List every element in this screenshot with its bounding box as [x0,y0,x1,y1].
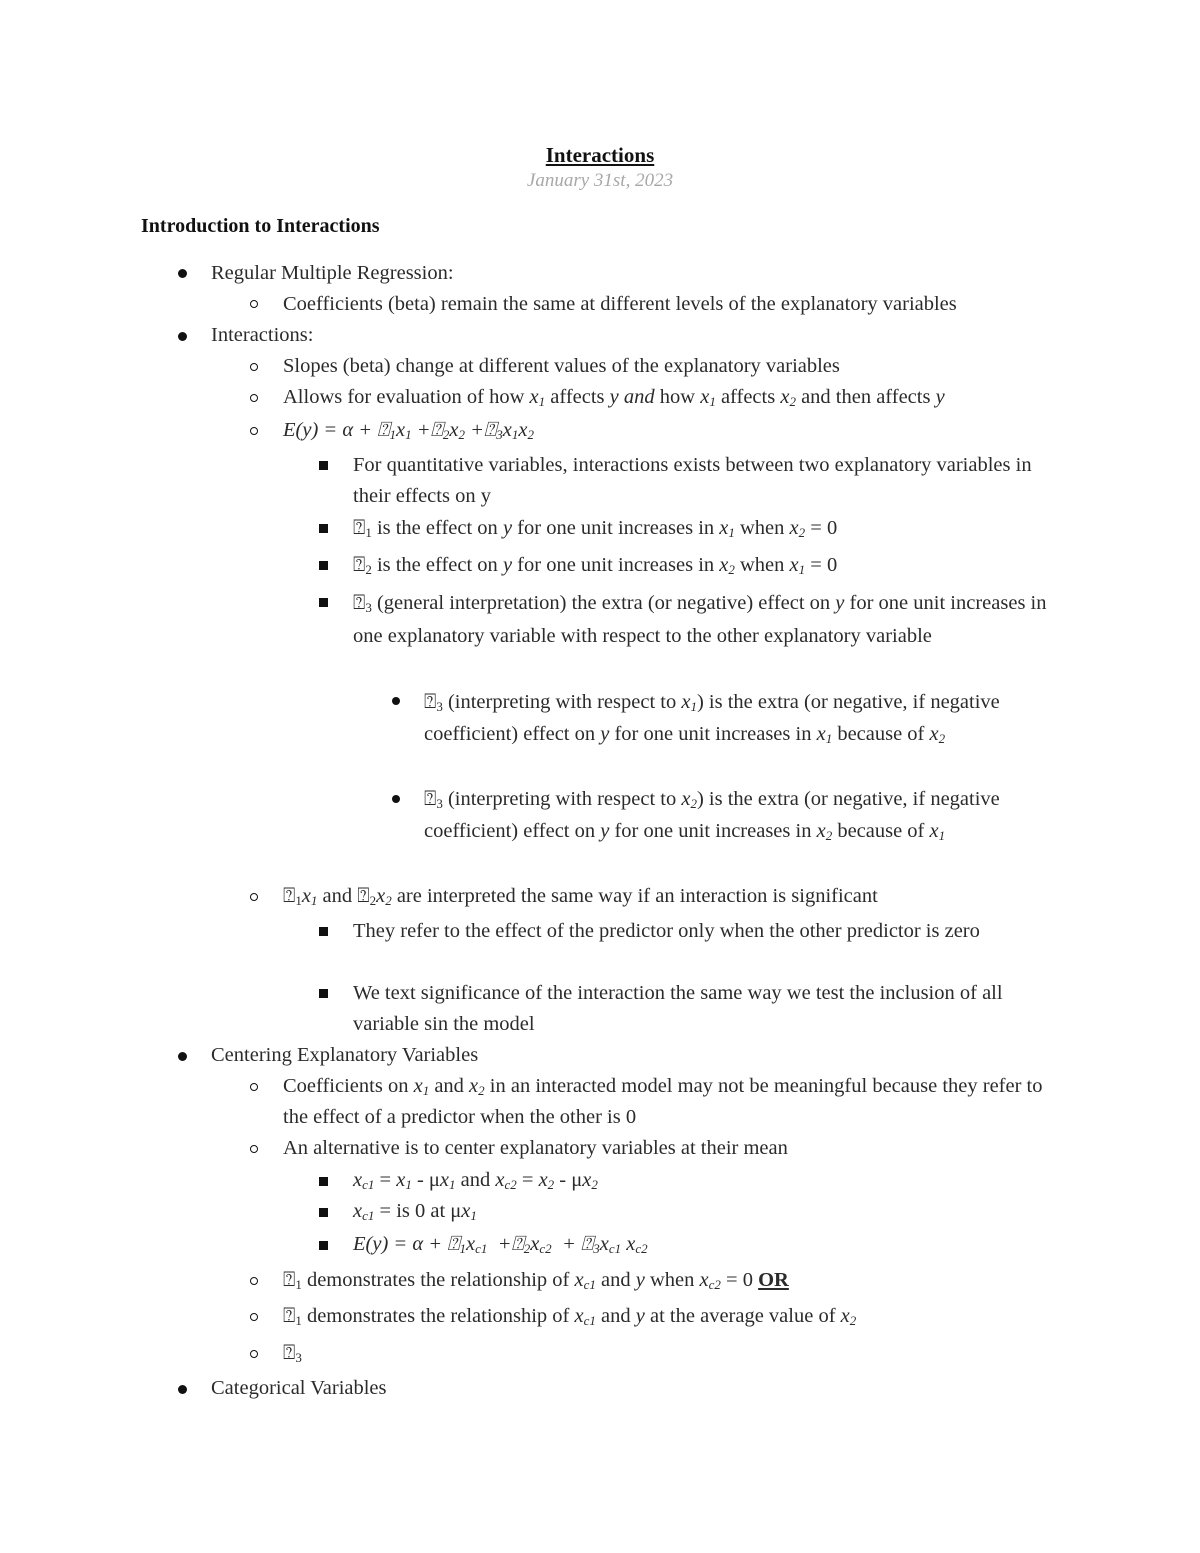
bullet-disc [178,1052,187,1061]
list-item: We text significance of the interaction the same way we test the inclusion of all variable sin the model [353,982,1003,1035]
list-item: $⍰_1$ is the effect on y for one unit increases in $x_1$ when $x_2 = 0$ [353,517,838,540]
bullet-disc [178,332,187,341]
list-item: Regular Multiple Regression: [211,262,454,284]
list-item: An alternative is to center explanatory variables at their mean [283,1137,788,1159]
list-item: $E(y) = \alpha + ⍰_1x_{c1}$ $+⍰_2x_{c2}$ + $⍰_3x_{c1}$ $x_{c2}$ [353,1233,648,1256]
bullet-square [319,989,328,998]
bullet-circle [250,1313,258,1321]
bullet-circle [250,363,258,371]
list-item: Interactions: [211,324,314,346]
section-heading: Introduction to Interactions [141,215,380,237]
bullet-disc [392,697,400,705]
list-item: $⍰_3$ (interpreting with respect to $x_2$) is the extra (or negative, if negative coefficient) effect on y for one unit increases in $x_2$ because of $x_1$ [424,788,1000,843]
bullet-disc [392,795,400,803]
bullet-square [319,561,328,570]
bullet-disc [178,1385,187,1394]
bullet-circle [250,893,258,901]
bullet-square [319,461,328,470]
list-item: For quantitative variables, interactions exists between two explanatory variables in their effects on y [353,454,1032,507]
list-item: Categorical Variables [211,1377,387,1399]
list-item: $⍰_1$ demonstrates the relationship of $x_{c1}$ and y when $x_{c2} = 0$ OR [283,1269,789,1292]
list-item: They refer to the effect of the predictor only when the other predictor is zero [353,920,980,942]
bullet-circle [250,1083,258,1091]
bullet-square [319,1177,328,1186]
bullet-circle [250,1277,258,1285]
list-item: Allows for evaluation of how $x_1$ affects y and how $x_1$ affects $x_2$ and then affects y [283,386,945,409]
bullet-square [319,927,328,936]
list-item: $x_{c1}$ = is 0 at $\mu x_1$ [353,1200,477,1223]
bullet-square [319,598,328,607]
page-date: January 31st, 2023 [526,170,674,191]
list-item: Coefficients (beta) remain the same at different levels of the explanatory variables [283,293,957,315]
bullet-square [319,524,328,533]
list-item: $⍰_1$ demonstrates the relationship of $x_{c1}$ and y at the average value of $x_2$ [283,1305,857,1328]
list-item: Coefficients on $x_1$ and $x_2$ in an interacted model may not be meaningful because they refer to the effect of a predictor when the other is 0 [283,1075,1043,1128]
bullet-circle [250,1145,258,1153]
list-item: Slopes (beta) change at different values of the explanatory variables [283,355,840,377]
list-item: $⍰_1x_1$ and $⍰_2x_2$ are interpreted the same way if an interaction is significant [283,885,878,908]
list-item: $⍰_3$ (interpreting with respect to $x_1$) is the extra (or negative, if negative coefficient) effect on y for one unit increases in $x_1$ because of $x_2$ [424,691,1000,746]
list-item: $E(y) = \alpha + ⍰_1x_1$ $+⍰_2x_2$ $+⍰_3x_1x_2$ [283,419,534,442]
bullet-square [319,1208,328,1217]
bullet-disc [178,269,187,278]
bullet-circle [250,394,258,402]
page-title: Interactions [545,143,655,167]
bullet-circle [250,1350,258,1358]
bullet-square [319,1241,328,1250]
list-item: $⍰_3$ (general interpretation) the extra (or negative) effect on y for one unit increases in one explanatory variable with respect to the other explanatory variable [353,592,1047,647]
list-item: $x_{c1} = x_1 - \mu x_1$ and $x_{c2} = x_2 - \mu x_2$ [353,1169,598,1192]
bullet-circle [250,427,258,435]
list-item: $⍰_3$ [283,1342,302,1365]
list-item: $⍰_2$ is the effect on y for one unit increases in $x_2$ when $x_1 = 0$ [353,554,838,577]
bullet-circle [250,300,258,308]
list-item: Centering Explanatory Variables [211,1044,479,1066]
